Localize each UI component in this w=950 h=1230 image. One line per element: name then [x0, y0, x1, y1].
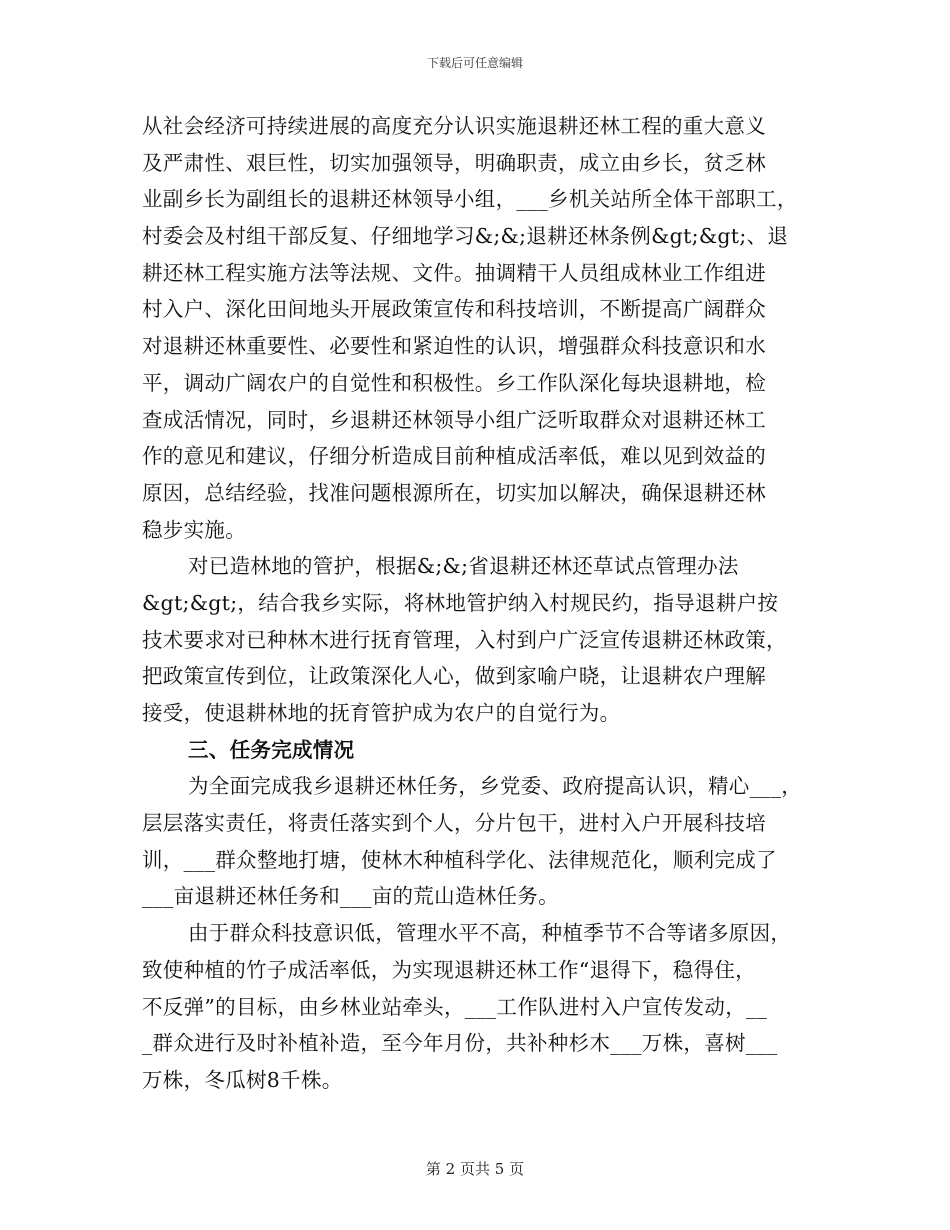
body-line: 把政策宣传到位，让政策深化人心，做到家喻户晓，让退耕农户理解	[142, 664, 766, 689]
body-line: 平，调动广阔农户的自觉性和积极性。乡工作队深化每块退耕地，检	[142, 370, 766, 395]
paragraph-start-line: 由于群众科技意识低，管理水平不高，种植季节不合等诸多原因，	[188, 921, 792, 946]
body-line: 查成活情况，同时，乡退耕还林领导小组广泛听取群众对退耕还林工	[142, 407, 766, 432]
body-line: 及严肃性、艰巨性，切实加强领导，明确职责，成立由乡长，贫乏林	[142, 150, 766, 175]
paragraph-start-line: 对已造林地的管护，根据&;&;省退耕还林还草试点管理办法	[188, 554, 739, 579]
body-line: 万株，冬瓜树8千株。	[142, 1067, 343, 1092]
body-line: 稳步实施。	[142, 517, 246, 542]
page-footer: 第 2 页共 5 页	[425, 1160, 525, 1178]
body-line: 层层落实责任，将责任落实到个人，分片包干，进村入户开展科技培	[142, 811, 766, 836]
body-line: 接受，使退耕林地的抚育管护成为农户的自觉行为。	[142, 701, 621, 725]
body-line: 原因，总结经验，找准问题根源所在，切实加以解决，确保退耕还林	[142, 480, 766, 505]
page-header: 下载后可任意编辑	[426, 56, 523, 70]
body-line: 村委会及村组干部反复、仔细地学习&;&;退耕还林条例&gt;&gt;、退	[142, 224, 789, 249]
paragraph-start-line: 为全面完成我乡退耕还林任务，乡党委、政府提高认识，精心___，	[188, 774, 803, 799]
body-line: 技术要求对已种林木进行抚育管理，入村到户广泛宣传退耕还林政策，	[142, 627, 787, 652]
body-line: 作的意见和建议，仔细分析造成目前种植成活率低，难以见到效益的	[142, 444, 766, 469]
body-line: 不反弹”的目标，由乡林业站牵头，___工作队进村入户宣传发动，__	[142, 994, 768, 1019]
body-line: _群众进行及时补植补造，至今年月份，共补种杉木___万株，喜树___	[142, 1031, 778, 1056]
section-heading: 三、任务完成情况	[188, 737, 355, 762]
body-line: 业副乡长为副组长的退耕还林领导小组，___乡机关站所全体干部职工，	[142, 187, 798, 212]
document-body	[142, 108, 822, 1099]
body-line: 耕还林工程实施方法等法规、文件。抽调精干人员组成林业工作组进	[142, 260, 766, 285]
body-line: 对退耕还林重要性、必要性和紧迫性的认识，增强群众科技意识和水	[142, 334, 766, 359]
body-line: 从社会经济可持续进展的高度充分认识实施退耕还林工程的重大意义	[142, 114, 766, 138]
body-line: &gt;&gt;，结合我乡实际，将林地管护纳入村规民约，指导退耕户按	[142, 590, 779, 615]
body-line: 致使种植的竹子成活率低，为实现退耕还林工作“退得下，稳得住，	[142, 957, 756, 982]
body-line: ___亩退耕还林任务和___亩的荒山造林任务。	[142, 884, 559, 909]
body-line: 训，___群众整地打塘，使林木种植科学化、法律规范化，顺利完成了	[142, 847, 777, 872]
body-line: 村入户、深化田间地头开展政策宣传和科技培训，不断提高广阔群众	[142, 297, 766, 322]
